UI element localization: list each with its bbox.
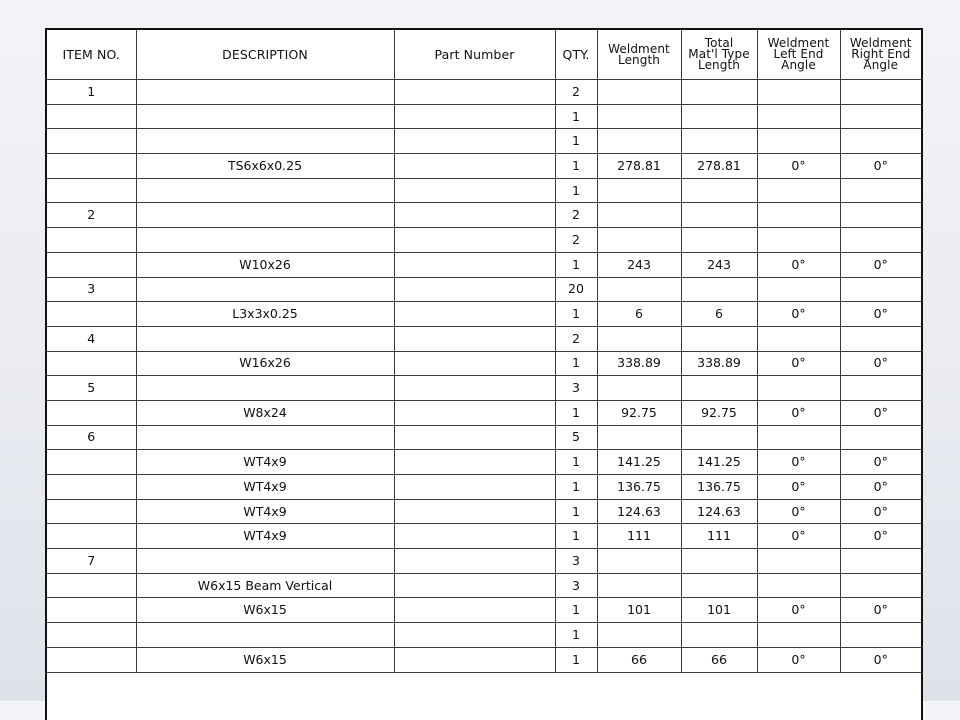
description-cell[interactable]: WT4x9 (136, 499, 394, 524)
item-no-cell[interactable] (47, 228, 136, 253)
weldment-length-cell[interactable]: 338.89 (597, 351, 681, 376)
total-length-cell[interactable]: 278.81 (681, 154, 757, 179)
weldment-length-cell[interactable] (597, 277, 681, 302)
qty-cell[interactable]: 1 (555, 524, 597, 549)
right-angle-cell[interactable]: 0° (840, 499, 921, 524)
total-length-cell[interactable] (681, 104, 757, 129)
left-angle-cell[interactable]: 0° (757, 400, 840, 425)
qty-cell[interactable]: 3 (555, 549, 597, 574)
table-row[interactable] (47, 178, 921, 203)
total-length-cell[interactable]: 6 (681, 302, 757, 327)
left-angle-cell[interactable] (757, 623, 840, 648)
table-row[interactable] (47, 524, 921, 549)
table-row[interactable] (47, 326, 921, 351)
right-angle-cell[interactable] (840, 573, 921, 598)
qty-cell[interactable]: 3 (555, 376, 597, 401)
part-number-cell[interactable] (394, 647, 555, 672)
right-angle-cell[interactable] (840, 228, 921, 253)
qty-cell[interactable]: 1 (555, 351, 597, 376)
table-row[interactable] (47, 549, 921, 574)
total-length-cell[interactable]: 136.75 (681, 475, 757, 500)
table-row[interactable] (47, 499, 921, 524)
part-number-cell[interactable] (394, 549, 555, 574)
header-right-end-angle (840, 30, 921, 80)
header-item-no: ITEM NO. (47, 30, 136, 80)
right-angle-cell[interactable] (840, 80, 921, 105)
item-no-cell[interactable] (47, 573, 136, 598)
qty-cell[interactable]: 2 (555, 203, 597, 228)
right-angle-cell[interactable]: 0° (840, 524, 921, 549)
description-cell[interactable] (136, 549, 394, 574)
qty-cell[interactable]: 1 (555, 154, 597, 179)
item-no-cell[interactable]: 3 (47, 277, 136, 302)
item-no-cell[interactable] (47, 475, 136, 500)
item-no-cell[interactable] (47, 598, 136, 623)
part-number-cell[interactable] (394, 573, 555, 598)
item-no-cell[interactable] (47, 178, 136, 203)
right-angle-cell[interactable] (840, 178, 921, 203)
bom-sheet (45, 28, 923, 720)
weldment-length-cell[interactable]: 124.63 (597, 499, 681, 524)
left-angle-cell[interactable] (757, 573, 840, 598)
qty-cell[interactable]: 1 (555, 129, 597, 154)
part-number-cell[interactable] (394, 302, 555, 327)
table-row[interactable] (47, 376, 921, 401)
qty-cell[interactable]: 1 (555, 647, 597, 672)
qty-cell[interactable]: 3 (555, 573, 597, 598)
item-no-cell[interactable] (47, 524, 136, 549)
qty-cell[interactable]: 1 (555, 252, 597, 277)
description-cell[interactable]: W8x24 (136, 400, 394, 425)
table-row[interactable] (47, 351, 921, 376)
header-line: Weldment (849, 36, 912, 50)
qty-cell[interactable]: 2 (555, 228, 597, 253)
table-row[interactable] (47, 302, 921, 327)
table-row[interactable] (47, 647, 921, 672)
left-angle-cell[interactable]: 0° (757, 475, 840, 500)
item-no-cell[interactable]: 2 (47, 203, 136, 228)
part-number-cell[interactable] (394, 80, 555, 105)
qty-cell[interactable]: 1 (555, 499, 597, 524)
weldment-length-cell[interactable] (597, 326, 681, 351)
right-angle-cell[interactable]: 0° (840, 351, 921, 376)
description-cell[interactable]: WT4x9 (136, 475, 394, 500)
weldment-length-cell[interactable]: 243 (597, 252, 681, 277)
left-angle-cell[interactable]: 0° (757, 154, 840, 179)
part-number-cell[interactable] (394, 129, 555, 154)
part-number-cell[interactable] (394, 598, 555, 623)
total-length-cell[interactable] (681, 326, 757, 351)
total-length-cell[interactable]: 111 (681, 524, 757, 549)
part-number-cell[interactable] (394, 475, 555, 500)
part-number-cell[interactable] (394, 351, 555, 376)
left-angle-cell[interactable]: 0° (757, 647, 840, 672)
part-number-cell[interactable] (394, 228, 555, 253)
right-angle-cell[interactable] (840, 203, 921, 228)
item-no-cell[interactable] (47, 154, 136, 179)
total-length-cell[interactable] (681, 425, 757, 450)
total-length-cell[interactable]: 124.63 (681, 499, 757, 524)
part-number-cell[interactable] (394, 499, 555, 524)
description-cell[interactable]: WT4x9 (136, 524, 394, 549)
right-angle-cell[interactable] (840, 129, 921, 154)
left-angle-cell[interactable] (757, 129, 840, 154)
qty-cell[interactable]: 20 (555, 277, 597, 302)
table-row[interactable] (47, 598, 921, 623)
description-cell[interactable] (136, 129, 394, 154)
description-cell[interactable]: W10x26 (136, 252, 394, 277)
part-number-cell[interactable] (394, 400, 555, 425)
right-angle-cell[interactable] (840, 549, 921, 574)
item-no-cell[interactable]: 4 (47, 326, 136, 351)
weldment-length-cell[interactable] (597, 228, 681, 253)
item-no-cell[interactable]: 5 (47, 376, 136, 401)
weldment-length-cell[interactable] (597, 80, 681, 105)
left-angle-cell[interactable] (757, 104, 840, 129)
header-line: Angle (863, 58, 899, 72)
table-row[interactable] (47, 228, 921, 253)
left-angle-cell[interactable]: 0° (757, 598, 840, 623)
description-cell[interactable]: W6x15 Beam Vertical (136, 573, 394, 598)
right-angle-cell[interactable] (840, 376, 921, 401)
left-angle-cell[interactable] (757, 425, 840, 450)
part-number-cell[interactable] (394, 623, 555, 648)
left-angle-cell[interactable]: 0° (757, 302, 840, 327)
description-cell[interactable] (136, 623, 394, 648)
table-row[interactable] (47, 80, 921, 105)
description-cell[interactable]: W6x15 (136, 598, 394, 623)
total-length-cell[interactable]: 338.89 (681, 351, 757, 376)
header-part-number: Part Number (394, 30, 555, 80)
weldment-length-cell[interactable] (597, 376, 681, 401)
right-angle-cell[interactable]: 0° (840, 450, 921, 475)
table-row[interactable] (47, 129, 921, 154)
total-length-cell[interactable] (681, 573, 757, 598)
total-length-cell[interactable] (681, 129, 757, 154)
right-angle-cell[interactable] (840, 623, 921, 648)
total-length-cell[interactable]: 101 (681, 598, 757, 623)
item-no-cell[interactable] (47, 104, 136, 129)
total-length-cell[interactable] (681, 203, 757, 228)
table-row[interactable] (47, 277, 921, 302)
table-header (47, 30, 921, 80)
item-no-cell[interactable] (47, 499, 136, 524)
header-line: Angle (781, 58, 816, 72)
table-row[interactable] (47, 623, 921, 648)
left-angle-cell[interactable]: 0° (757, 351, 840, 376)
right-angle-cell[interactable]: 0° (840, 598, 921, 623)
total-length-cell[interactable]: 66 (681, 647, 757, 672)
total-length-cell[interactable] (681, 80, 757, 105)
header-description: DESCRIPTION (136, 30, 394, 80)
part-number-cell[interactable] (394, 425, 555, 450)
table-row[interactable] (47, 425, 921, 450)
total-length-cell[interactable] (681, 228, 757, 253)
right-angle-cell[interactable]: 0° (840, 400, 921, 425)
right-angle-cell[interactable] (840, 104, 921, 129)
right-angle-cell[interactable] (840, 277, 921, 302)
qty-cell[interactable]: 1 (555, 623, 597, 648)
part-number-cell[interactable] (394, 252, 555, 277)
weldment-length-cell[interactable]: 141.25 (597, 450, 681, 475)
table-row[interactable] (47, 203, 921, 228)
description-cell[interactable]: L3x3x0.25 (136, 302, 394, 327)
left-angle-cell[interactable] (757, 80, 840, 105)
qty-cell[interactable]: 1 (555, 302, 597, 327)
part-number-cell[interactable] (394, 277, 555, 302)
weldment-length-cell[interactable] (597, 178, 681, 203)
header-line: Right End (851, 47, 911, 61)
left-angle-cell[interactable] (757, 326, 840, 351)
left-angle-cell[interactable] (757, 203, 840, 228)
total-length-cell[interactable]: 92.75 (681, 400, 757, 425)
right-angle-cell[interactable]: 0° (840, 154, 921, 179)
part-number-cell[interactable] (394, 450, 555, 475)
item-no-cell[interactable] (47, 252, 136, 277)
qty-cell[interactable]: 5 (555, 425, 597, 450)
weldment-length-cell[interactable] (597, 104, 681, 129)
left-angle-cell[interactable] (757, 228, 840, 253)
item-no-cell[interactable] (47, 351, 136, 376)
total-length-cell[interactable]: 243 (681, 252, 757, 277)
description-cell[interactable]: TS6x6x0.25 (136, 154, 394, 179)
part-number-cell[interactable] (394, 376, 555, 401)
item-no-cell[interactable] (47, 623, 136, 648)
part-number-cell[interactable] (394, 203, 555, 228)
table-row[interactable] (47, 450, 921, 475)
table-row[interactable] (47, 252, 921, 277)
weldment-length-cell[interactable] (597, 573, 681, 598)
item-no-cell[interactable] (47, 302, 136, 327)
header-line: Total (704, 36, 734, 50)
left-angle-cell[interactable]: 0° (757, 499, 840, 524)
weldment-length-cell[interactable] (597, 129, 681, 154)
item-no-cell[interactable] (47, 129, 136, 154)
description-cell[interactable] (136, 80, 394, 105)
left-angle-cell[interactable] (757, 178, 840, 203)
left-angle-cell[interactable]: 0° (757, 524, 840, 549)
description-cell[interactable] (136, 203, 394, 228)
header-line: Length (618, 52, 660, 67)
qty-cell[interactable]: 1 (555, 104, 597, 129)
weldment-length-cell[interactable] (597, 425, 681, 450)
item-no-cell[interactable]: 1 (47, 80, 136, 105)
right-angle-cell[interactable]: 0° (840, 252, 921, 277)
table-body (47, 80, 921, 673)
total-length-cell[interactable] (681, 178, 757, 203)
right-angle-cell[interactable] (840, 425, 921, 450)
item-no-cell[interactable]: 7 (47, 549, 136, 574)
table-row[interactable] (47, 154, 921, 179)
header-weldment-length (597, 30, 681, 80)
left-angle-cell[interactable] (757, 277, 840, 302)
weldment-length-cell[interactable]: 66 (597, 647, 681, 672)
description-cell[interactable] (136, 228, 394, 253)
weldment-length-cell[interactable]: 278.81 (597, 154, 681, 179)
weldment-length-cell[interactable] (597, 203, 681, 228)
description-cell[interactable] (136, 178, 394, 203)
total-length-cell[interactable]: 141.25 (681, 450, 757, 475)
header-qty: QTY. (555, 30, 597, 80)
table-row[interactable] (47, 475, 921, 500)
header-line: Weldment (608, 41, 670, 56)
item-no-cell[interactable]: 6 (47, 425, 136, 450)
weldment-length-cell[interactable]: 92.75 (597, 400, 681, 425)
total-length-cell[interactable] (681, 376, 757, 401)
left-angle-cell[interactable] (757, 376, 840, 401)
table-row[interactable] (47, 573, 921, 598)
right-angle-cell[interactable]: 0° (840, 647, 921, 672)
header-line: Weldment (767, 36, 830, 50)
header-line: Mat'l Type (688, 47, 750, 61)
header-line: Left End (773, 47, 824, 61)
description-cell[interactable]: WT4x9 (136, 450, 394, 475)
item-no-cell[interactable] (47, 647, 136, 672)
description-cell[interactable] (136, 326, 394, 351)
total-length-cell[interactable] (681, 623, 757, 648)
qty-cell[interactable]: 1 (555, 450, 597, 475)
qty-cell[interactable]: 1 (555, 475, 597, 500)
right-angle-cell[interactable] (840, 326, 921, 351)
part-number-cell[interactable] (394, 104, 555, 129)
left-angle-cell[interactable]: 0° (757, 252, 840, 277)
description-cell[interactable]: W6x15 (136, 647, 394, 672)
part-number-cell[interactable] (394, 154, 555, 179)
part-number-cell[interactable] (394, 524, 555, 549)
weldment-length-cell[interactable] (597, 549, 681, 574)
description-cell[interactable]: W16x26 (136, 351, 394, 376)
description-cell[interactable] (136, 277, 394, 302)
left-angle-cell[interactable]: 0° (757, 450, 840, 475)
left-angle-cell[interactable] (757, 549, 840, 574)
qty-cell[interactable]: 1 (555, 598, 597, 623)
total-length-cell[interactable] (681, 277, 757, 302)
weldment-length-cell[interactable]: 6 (597, 302, 681, 327)
description-cell[interactable] (136, 425, 394, 450)
weldment-length-cell[interactable]: 111 (597, 524, 681, 549)
right-angle-cell[interactable]: 0° (840, 302, 921, 327)
total-length-cell[interactable] (681, 549, 757, 574)
bill-of-materials-table[interactable] (47, 30, 921, 673)
weldment-length-cell[interactable]: 101 (597, 598, 681, 623)
qty-cell[interactable]: 2 (555, 80, 597, 105)
weldment-length-cell[interactable]: 136.75 (597, 475, 681, 500)
header-total-length (681, 30, 757, 80)
part-number-cell[interactable] (394, 326, 555, 351)
header-line: Length (698, 58, 740, 72)
qty-cell[interactable]: 1 (555, 178, 597, 203)
table-row[interactable] (47, 400, 921, 425)
right-angle-cell[interactable]: 0° (840, 475, 921, 500)
description-cell[interactable] (136, 104, 394, 129)
weldment-length-cell[interactable] (597, 623, 681, 648)
item-no-cell[interactable] (47, 450, 136, 475)
description-cell[interactable] (136, 376, 394, 401)
qty-cell[interactable]: 2 (555, 326, 597, 351)
header-left-end-angle (757, 30, 840, 80)
qty-cell[interactable]: 1 (555, 400, 597, 425)
part-number-cell[interactable] (394, 178, 555, 203)
table-row[interactable] (47, 104, 921, 129)
item-no-cell[interactable] (47, 400, 136, 425)
